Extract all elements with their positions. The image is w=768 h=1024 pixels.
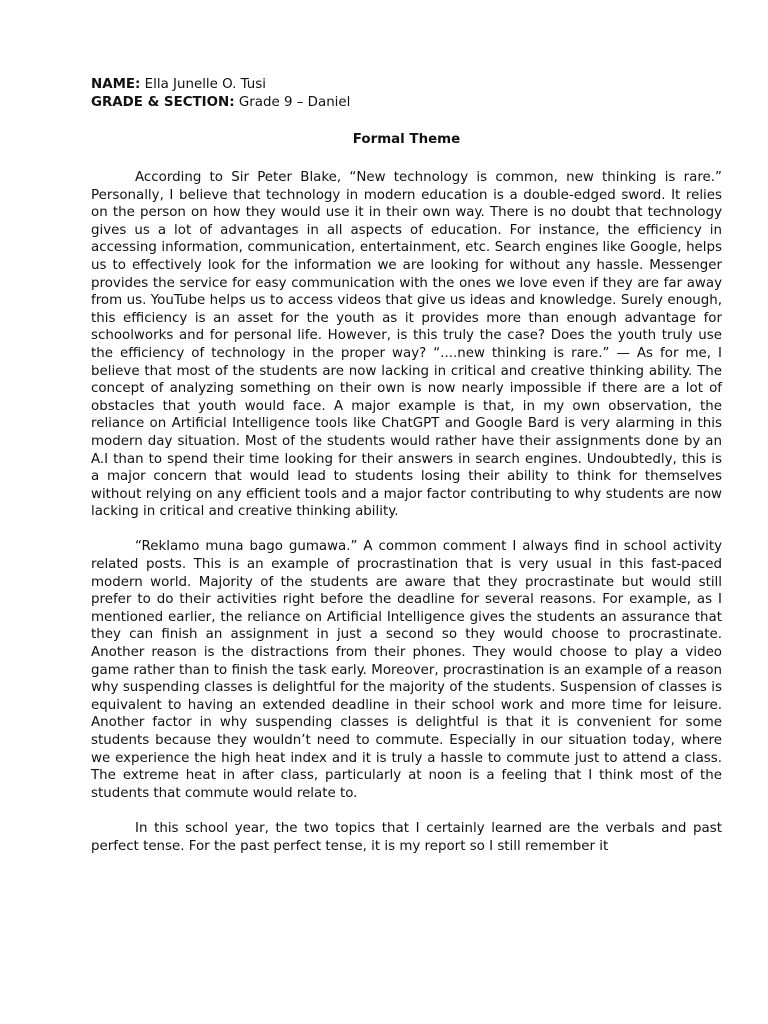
- grade-section-line: [91, 94, 722, 112]
- document-page: [91, 76, 722, 855]
- name-line: [91, 76, 722, 94]
- grade-section-value: Grade 9 – Daniel: [234, 95, 351, 110]
- paragraph-3: In this school year, the two topics that I certainly learned are the verbals and past perfect tense. For the past perfect tense, it is my report so I still remember it: [91, 820, 722, 854]
- paragraph-2: “Reklamo muna bago gumawa.” A common comment I always find in school activity related posts. This is an example of procrastination that is very usual in this fast-paced modern world. Majority of the students are aware that they procrastinate but would still prefer to do their activities right before the deadline for several reasons. For example, as I mentioned earlier, the reliance on Artificial Intelligence gives the students an assurance that they can finish an assignment in just a second so they would choose to procrastinate. Another reason is the distractions from their phones. They would choose to play a video game rather than to finish the task early. Moreover, procrastination is an example of a reason why suspending classes is delightful for the majority of the students. Suspension of classes is equivalent to having an extended deadline in their school work and more time for leisure. Another factor in why suspending classes is delightful is that it is convenient for some students because they wouldn’t need to commute. Especially in our situation today, where we experience the high heat index and it is truly a hassle to commute just to attend a class. The extreme heat in after class, particularly at noon is a feeling that I think most of the students that commute would relate to.: [91, 539, 722, 801]
- name-label: NAME:: [91, 77, 141, 92]
- paragraph-1: According to Sir Peter Blake, “New technology is common, new thinking is rare.” Personally, I believe that technology in modern education is a double-edged sword. It relies on the person on how they would use it in their own way. There is no doubt that technology gives us a lot of advantages in all aspects of education. For instance, the efficiency in accessing information, communication, entertainment, etc. Search engines like Google, helps us to effectively look for the information we are looking for without any hassle. Messenger provides the service for easy communication with the ones we love even if they are far away from us. YouTube helps us to access videos that give us ideas and knowledge. Surely enough, this efficiency is an asset for the youth as it provides more than enough advantage for schoolworks and for personal life. However, is this truly the case? Does the youth truly use the efficiency of technology in the proper way? “....new thinking is rare.” — As for me, I believe that most of the students are now lacking in critical and creative thinking ability. The concept of analyzing something on their own is now nearly impossible if there are a lot of obstacles that youth would face. A major example is that, in my own observation, the reliance on Artificial Intelligence tools like ChatGPT and Google Bard is very alarming in this modern day situation. Most of the students would rather have their assignments done by an A.I than to spend their time looking for their answers in search engines. Undoubtedly, this is a major concern that would lead to students losing their ability to think for themselves without relying on any efficient tools and a major factor contributing to why students are now lacking in critical and creative thinking ability.: [91, 170, 722, 520]
- name-value: Ella Junelle O. Tusi: [140, 77, 266, 92]
- document-title: Formal Theme: [352, 132, 461, 147]
- grade-section-label: GRADE & SECTION:: [91, 95, 235, 110]
